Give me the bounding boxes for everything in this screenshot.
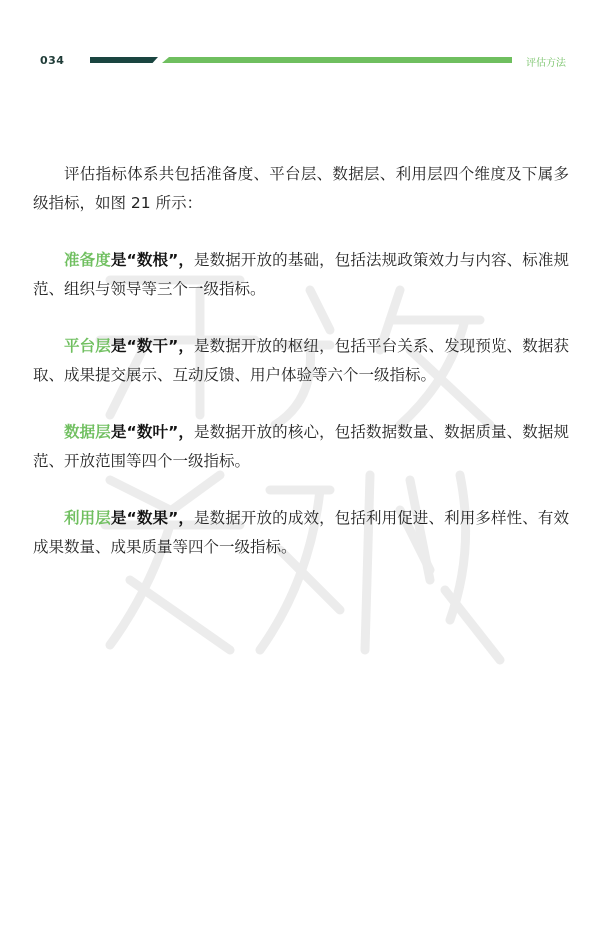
main-content — [33, 160, 569, 590]
dimension-nickname: 是“数叶”， — [110, 423, 195, 441]
dimension-description: 是数据开放的成效，包括利用促进、利用多样性、有效成果数量、成果质量等四个一级指标。 — [33, 509, 569, 556]
dimension-nickname: 是“数果”， — [110, 509, 195, 527]
header-green-bar — [162, 57, 512, 63]
page-header — [0, 0, 600, 80]
dimension-description: 是数据开放的基础，包括法规政策效力与内容、标准规范、组织与领导等三个一级指标。 — [33, 251, 569, 298]
intro-paragraph: 评估指标体系共包括准备度、平台层、数据层、利用层四个维度及下属多级指标，如图 21 所示： — [33, 165, 569, 212]
dimension-term: 准备度 — [64, 251, 111, 269]
dimension-term: 平台层 — [64, 337, 111, 355]
dimension-description: 是数据开放的枢纽，包括平台关系、发现预览、数据获取、成果提交展示、互动反馈、用户体验等六个一级指标。 — [33, 337, 569, 384]
section-name: 评估方法 — [526, 58, 566, 69]
header-dark-bar — [90, 57, 158, 63]
dimension-paragraph-data — [33, 418, 569, 476]
dimension-nickname: 是“数干”， — [110, 337, 195, 355]
page-number: 034 — [40, 54, 65, 67]
dimension-paragraph-readiness — [33, 246, 569, 304]
dimension-nickname: 是“数根”， — [110, 251, 195, 269]
dimension-term: 利用层 — [64, 509, 111, 527]
dimension-paragraph-utilization — [33, 504, 569, 562]
dimension-description: 是数据开放的核心，包括数据数量、数据质量、数据规范、开放范围等四个一级指标。 — [33, 423, 569, 470]
dimension-term: 数据层 — [64, 423, 111, 441]
dimension-paragraph-platform — [33, 332, 569, 390]
